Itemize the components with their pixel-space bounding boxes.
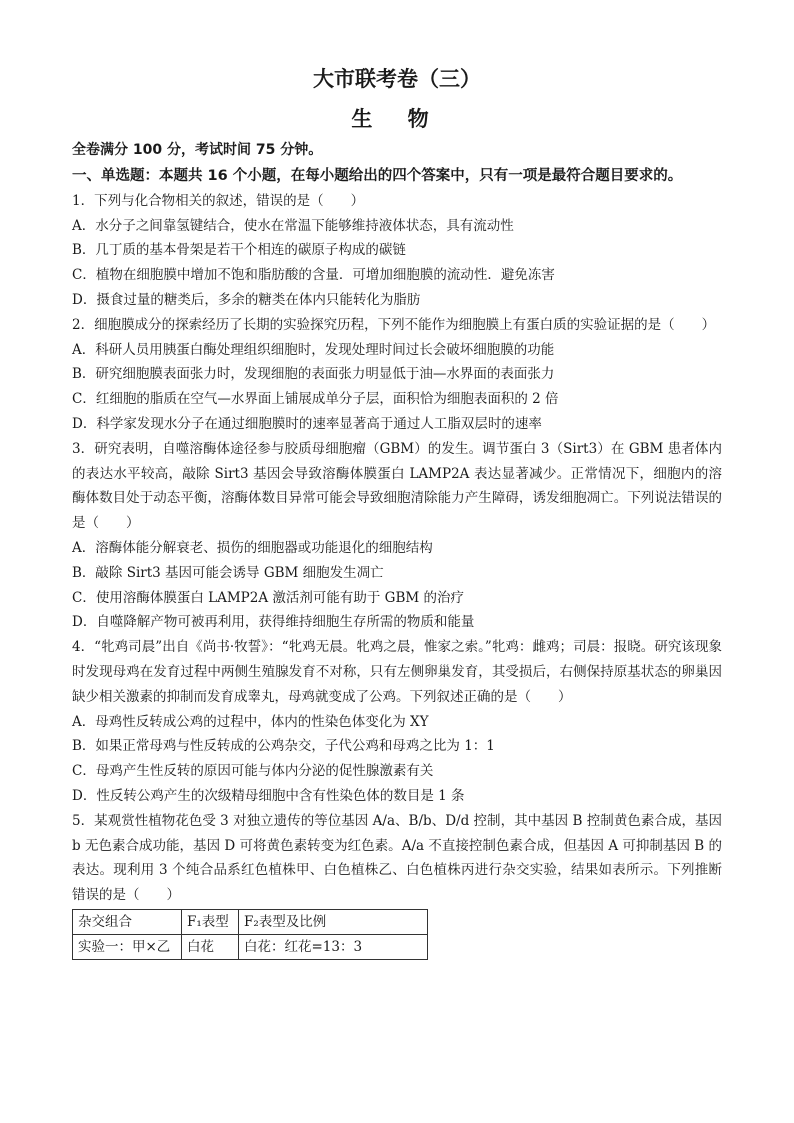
question-stem: 3．研究表明，自噬溶酶体途径参与胶质母细胞瘤（GBM）的发生。调节蛋白 3（Sirt3）在 GBM 患者体内的表达水平较高，敲除 Sirt3 基因会导致溶酶体膜蛋白 LAMP2A 表达显著减少。正常情况下，细胞内的溶酶体数目处于动态平衡，溶酶体数目异常可能会导致细胞清除能力产生障碍，诱发细胞凋亡。下列说法错误的是（ ）: [72, 440, 722, 532]
table-header-row: [73, 909, 428, 934]
table-header-cell: F₁表型: [182, 909, 239, 934]
question-3: [72, 437, 722, 635]
option-b: B．研究细胞膜表面张力时，发现细胞的表面张力明显低于油—水界面的表面张力: [72, 366, 555, 383]
question-stem: 4．“牝鸡司晨”出自《尚书·牧誓》：“牝鸡无晨。牝鸡之晨，惟家之索。”牝鸡：雌鸡；司晨：报晓。研究该现象时发现母鸡在发育过程中两侧生殖腺发育不对称，只有左侧卵巢发育，其受损后，右侧保持原基状态的卵巢因缺少相关激素的抑制而发育成睾丸，母鸡就变成了公鸡。下列叙述正确的是（ ）: [72, 639, 722, 705]
question-stem: 2．细胞膜成分的探索经历了长期的实验探究历程，下列不能作为细胞膜上有蛋白质的实验证据的是（ ）: [72, 316, 716, 333]
cross-results-table: [72, 909, 428, 960]
option-a: A．溶酶体能分解衰老、损伤的细胞器或功能退化的细胞结构: [72, 539, 433, 556]
question-stem: 1．下列与化合物相关的叙述，错误的是（ ）: [72, 192, 365, 209]
table-cell: 白花：红花=13：3: [239, 934, 428, 959]
option-b: B．如果正常母鸡与性反转成的公鸡杂交，子代公鸡和母鸡之比为 1：1: [72, 738, 495, 755]
exam-intro: 全卷满分 100 分，考试时间 75 分钟。: [72, 142, 323, 158]
option-b: B．几丁质的基本骨架是若干个相连的碳原子构成的碳链: [72, 242, 406, 259]
question-1: [72, 189, 722, 313]
option-a: A．水分子之间靠氢键结合，使水在常温下能够维持液体状态，具有流动性: [72, 217, 514, 234]
question-stem: 5．某观赏性植物花色受 3 对独立遗传的等位基因 A/a、B/b、D/d 控制，其中基因 B 控制黄色素合成，基因 b 无色素合成功能，基因 D 可将黄色素转变为红色素。A/a 不直接控制色素合成，但基因 A 可抑制基因 B 的表达。现利用 3 个纯合品系红色植株甲、白色植株乙、白色植株丙进行杂交实验，结果如表所示。下列推断错误的是（ ）: [72, 812, 722, 904]
question-4: [72, 635, 722, 809]
option-c: C．使用溶酶体膜蛋白 LAMP2A 激活剂可能有助于 GBM 的治疗: [72, 589, 464, 606]
table-cell: 实验一：甲×乙: [73, 934, 182, 959]
table-row: [73, 934, 428, 959]
option-a: A．母鸡性反转成公鸡的过程中，体内的性染色体变化为 XY: [72, 713, 429, 730]
table-header-cell: F₂表型及比例: [239, 909, 428, 934]
section-heading: 一、单选题：本题共 16 个小题，在每小题给出的四个答案中，只有一项是最符合题目要求的。: [72, 167, 683, 184]
option-b: B．敲除 Sirt3 基因可能会诱导 GBM 细胞发生凋亡: [72, 564, 384, 581]
option-c: C．母鸡产生性反转的原因可能与体内分泌的促性腺激素有关: [72, 763, 434, 780]
option-d: D．科学家发现水分子在通过细胞膜时的速率显著高于通过人工脂双层时的速率: [72, 415, 542, 432]
exam-page: [72, 62, 722, 960]
option-c: C．红细胞的脂质在空气—水界面上铺展成单分子层，面积恰为细胞表面积的 2 倍: [72, 391, 559, 408]
question-5: [72, 809, 722, 960]
table-header-cell: 杂交组合: [73, 909, 182, 934]
option-a: A．科研人员用胰蛋白酶处理组织细胞时，发现处理时间过长会破坏细胞膜的功能: [72, 341, 555, 358]
subject-title: 生 物: [351, 107, 443, 131]
question-2: [72, 313, 722, 437]
option-c: C．植物在细胞膜中增加不饱和脂肪酸的含量．可增加细胞膜的流动性．避免冻害: [72, 267, 555, 284]
option-d: D．性反转公鸡产生的次级精母细胞中含有性染色体的数目是 1 条: [72, 787, 465, 804]
page-title: 大市联考卷（三）: [313, 67, 481, 91]
option-d: D．摄食过量的糖类后，多余的糖类在体内只能转化为脂肪: [72, 291, 421, 308]
option-d: D．自噬降解产物可被再利用，获得维持细胞生存所需的物质和能量: [72, 614, 475, 631]
table-cell: 白花: [182, 934, 239, 959]
